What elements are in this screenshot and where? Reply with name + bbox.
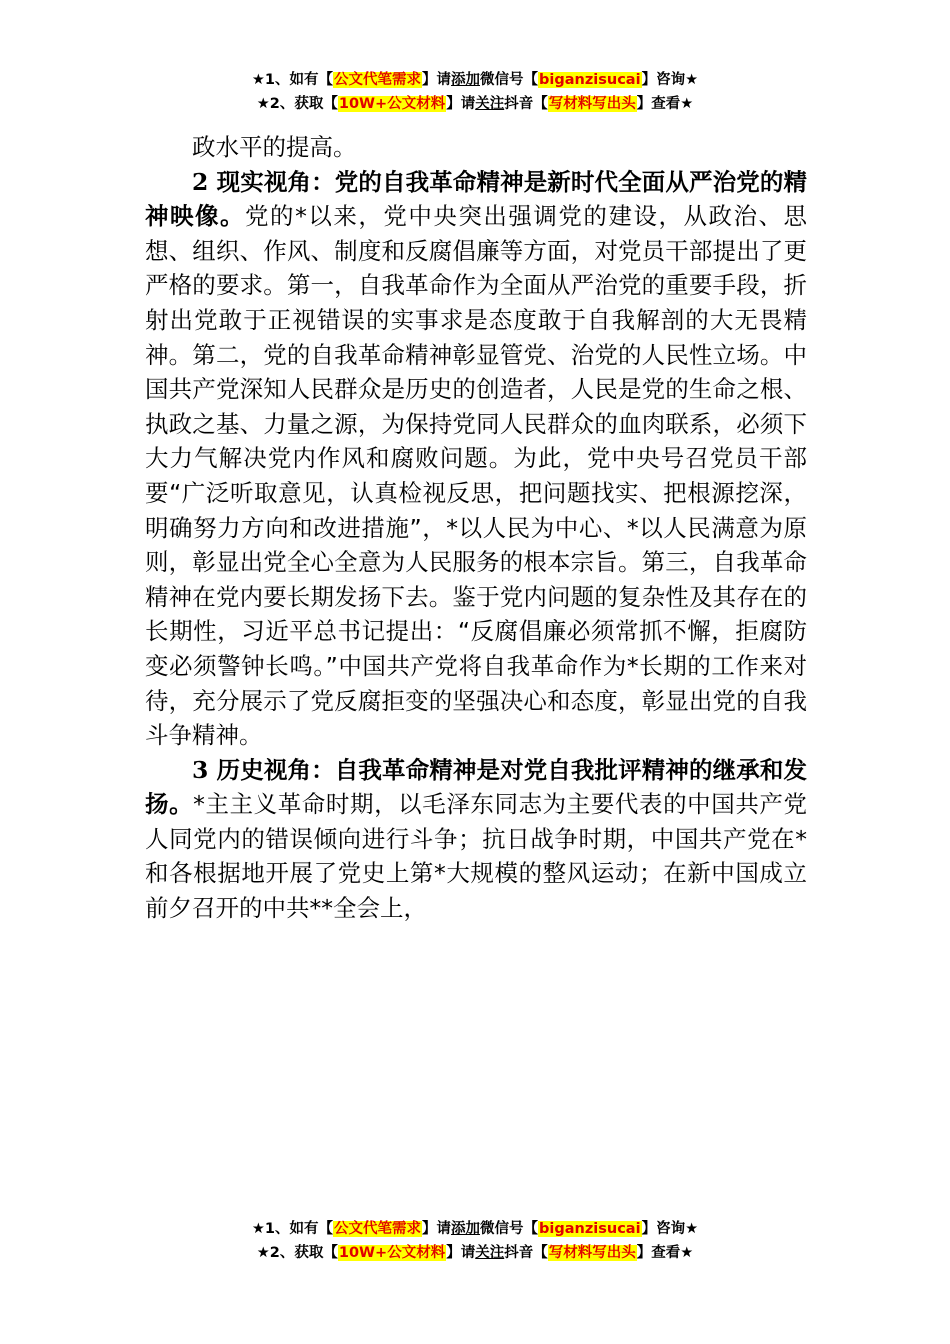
banner-text: 】查看★ [636,96,694,112]
banner-text: ★1、如有【 [251,72,334,88]
paragraph-realistic-view [145,165,807,753]
banner-text: 】请 [446,1245,476,1261]
banner-highlight: biganzisucai [539,72,641,88]
section-heading: 现实视角：党的自我革命精神是新时代全面从严治党的精神映像。 [145,167,807,231]
banner-underline: 添加 [451,72,481,88]
banner-text: 】查看★ [636,1245,694,1261]
banner-line-1 [0,1217,950,1241]
banner-highlight: 10W+公文材料 [338,1245,446,1261]
section-number: 3 [192,755,209,784]
section-heading: 历史视角：自我革命精神是对党自我批评精神的继承和发扬。 [145,755,807,819]
banner-text: ★1、如有【 [251,1221,334,1237]
paragraph-continuation: 政水平的提高。 [192,133,357,161]
paragraph-text: 党的*以来，党中央突出强调党的建设，从政治、思想、组织、作风、制度和反腐倡廉等方面，对党员干部提出了更严格的要求。第一，自我革命作为全面从严治党的重要手段，折射出党敢于正视错误的实事求是态度敢于自我解剖的大无畏精神。第二，党的自我革命精神彰显管党、治党的人民性立场。中国共产党深知人民群众是历史的创造者，人民是党的生命之根、执政之基、力量之源，为保持党同人民群众的血肉联系，必须下大力气解决党内作风和腐败问题。为此，党中央号召党员干部要“广泛听取意见，认真检视反思，把问题找实、把根源挖深，明确努力方向和改进措施”，*以人民为中心、*以人民满意为原则，彰显出党全心全意为人民服务的根本宗旨。第三，自我革命精神在党内要长期发扬下去。鉴于党内问题的复杂性及其存在的长期性，习近平总书记提出：“反腐倡廉必须常抓不懈，拒腐防变必须警钟长鸣。”中国共产党将自我革命作为*长期的工作来对待，充分展示了党反腐拒变的坚强决心和态度，彰显出党的自我斗争精神。 [145,202,808,750]
paragraph-historical-view [145,753,807,926]
banner-underline: 添加 [451,1221,481,1237]
banner-text: 抖音【 [504,96,548,112]
paragraph-text: *主主义革命时期，以毛泽东同志为主要代表的中国共产党人同党内的错误倾向进行斗争；抗日战争时期，中国共产党在*和各根据地开展了党史上第*大规模的整风运动；在新中国成立前夕召开的中共**全会上， [145,790,808,923]
banner-line-2 [0,1241,950,1265]
banner-highlight: 10W+公文材料 [338,96,446,112]
banner-text: 微信号【 [480,1221,539,1237]
banner-text: 微信号【 [480,72,539,88]
banner-highlight: biganzisucai [539,1221,641,1237]
banner-highlight: 写材料写出头 [548,1245,636,1261]
header-banner [0,68,950,116]
banner-text: 抖音【 [504,1245,548,1261]
banner-text: 】咨询★ [641,1221,699,1237]
banner-text: ★2、获取【 [256,96,338,112]
banner-highlight: 公文代笔需求 [334,1221,422,1237]
banner-text: 】请 [446,96,476,112]
banner-line-1 [0,68,950,92]
banner-text: 】请 [422,72,452,88]
banner-highlight: 写材料写出头 [548,96,636,112]
banner-text: 】请 [422,1221,452,1237]
banner-underline: 关注 [475,96,505,112]
banner-underline: 关注 [475,1245,505,1261]
banner-line-2 [0,92,950,116]
banner-text: 】咨询★ [641,72,699,88]
document-body [145,130,807,926]
banner-highlight: 公文代笔需求 [334,72,422,88]
section-number: 2 [192,167,209,196]
footer-banner [0,1217,950,1265]
banner-text: ★2、获取【 [256,1245,338,1261]
